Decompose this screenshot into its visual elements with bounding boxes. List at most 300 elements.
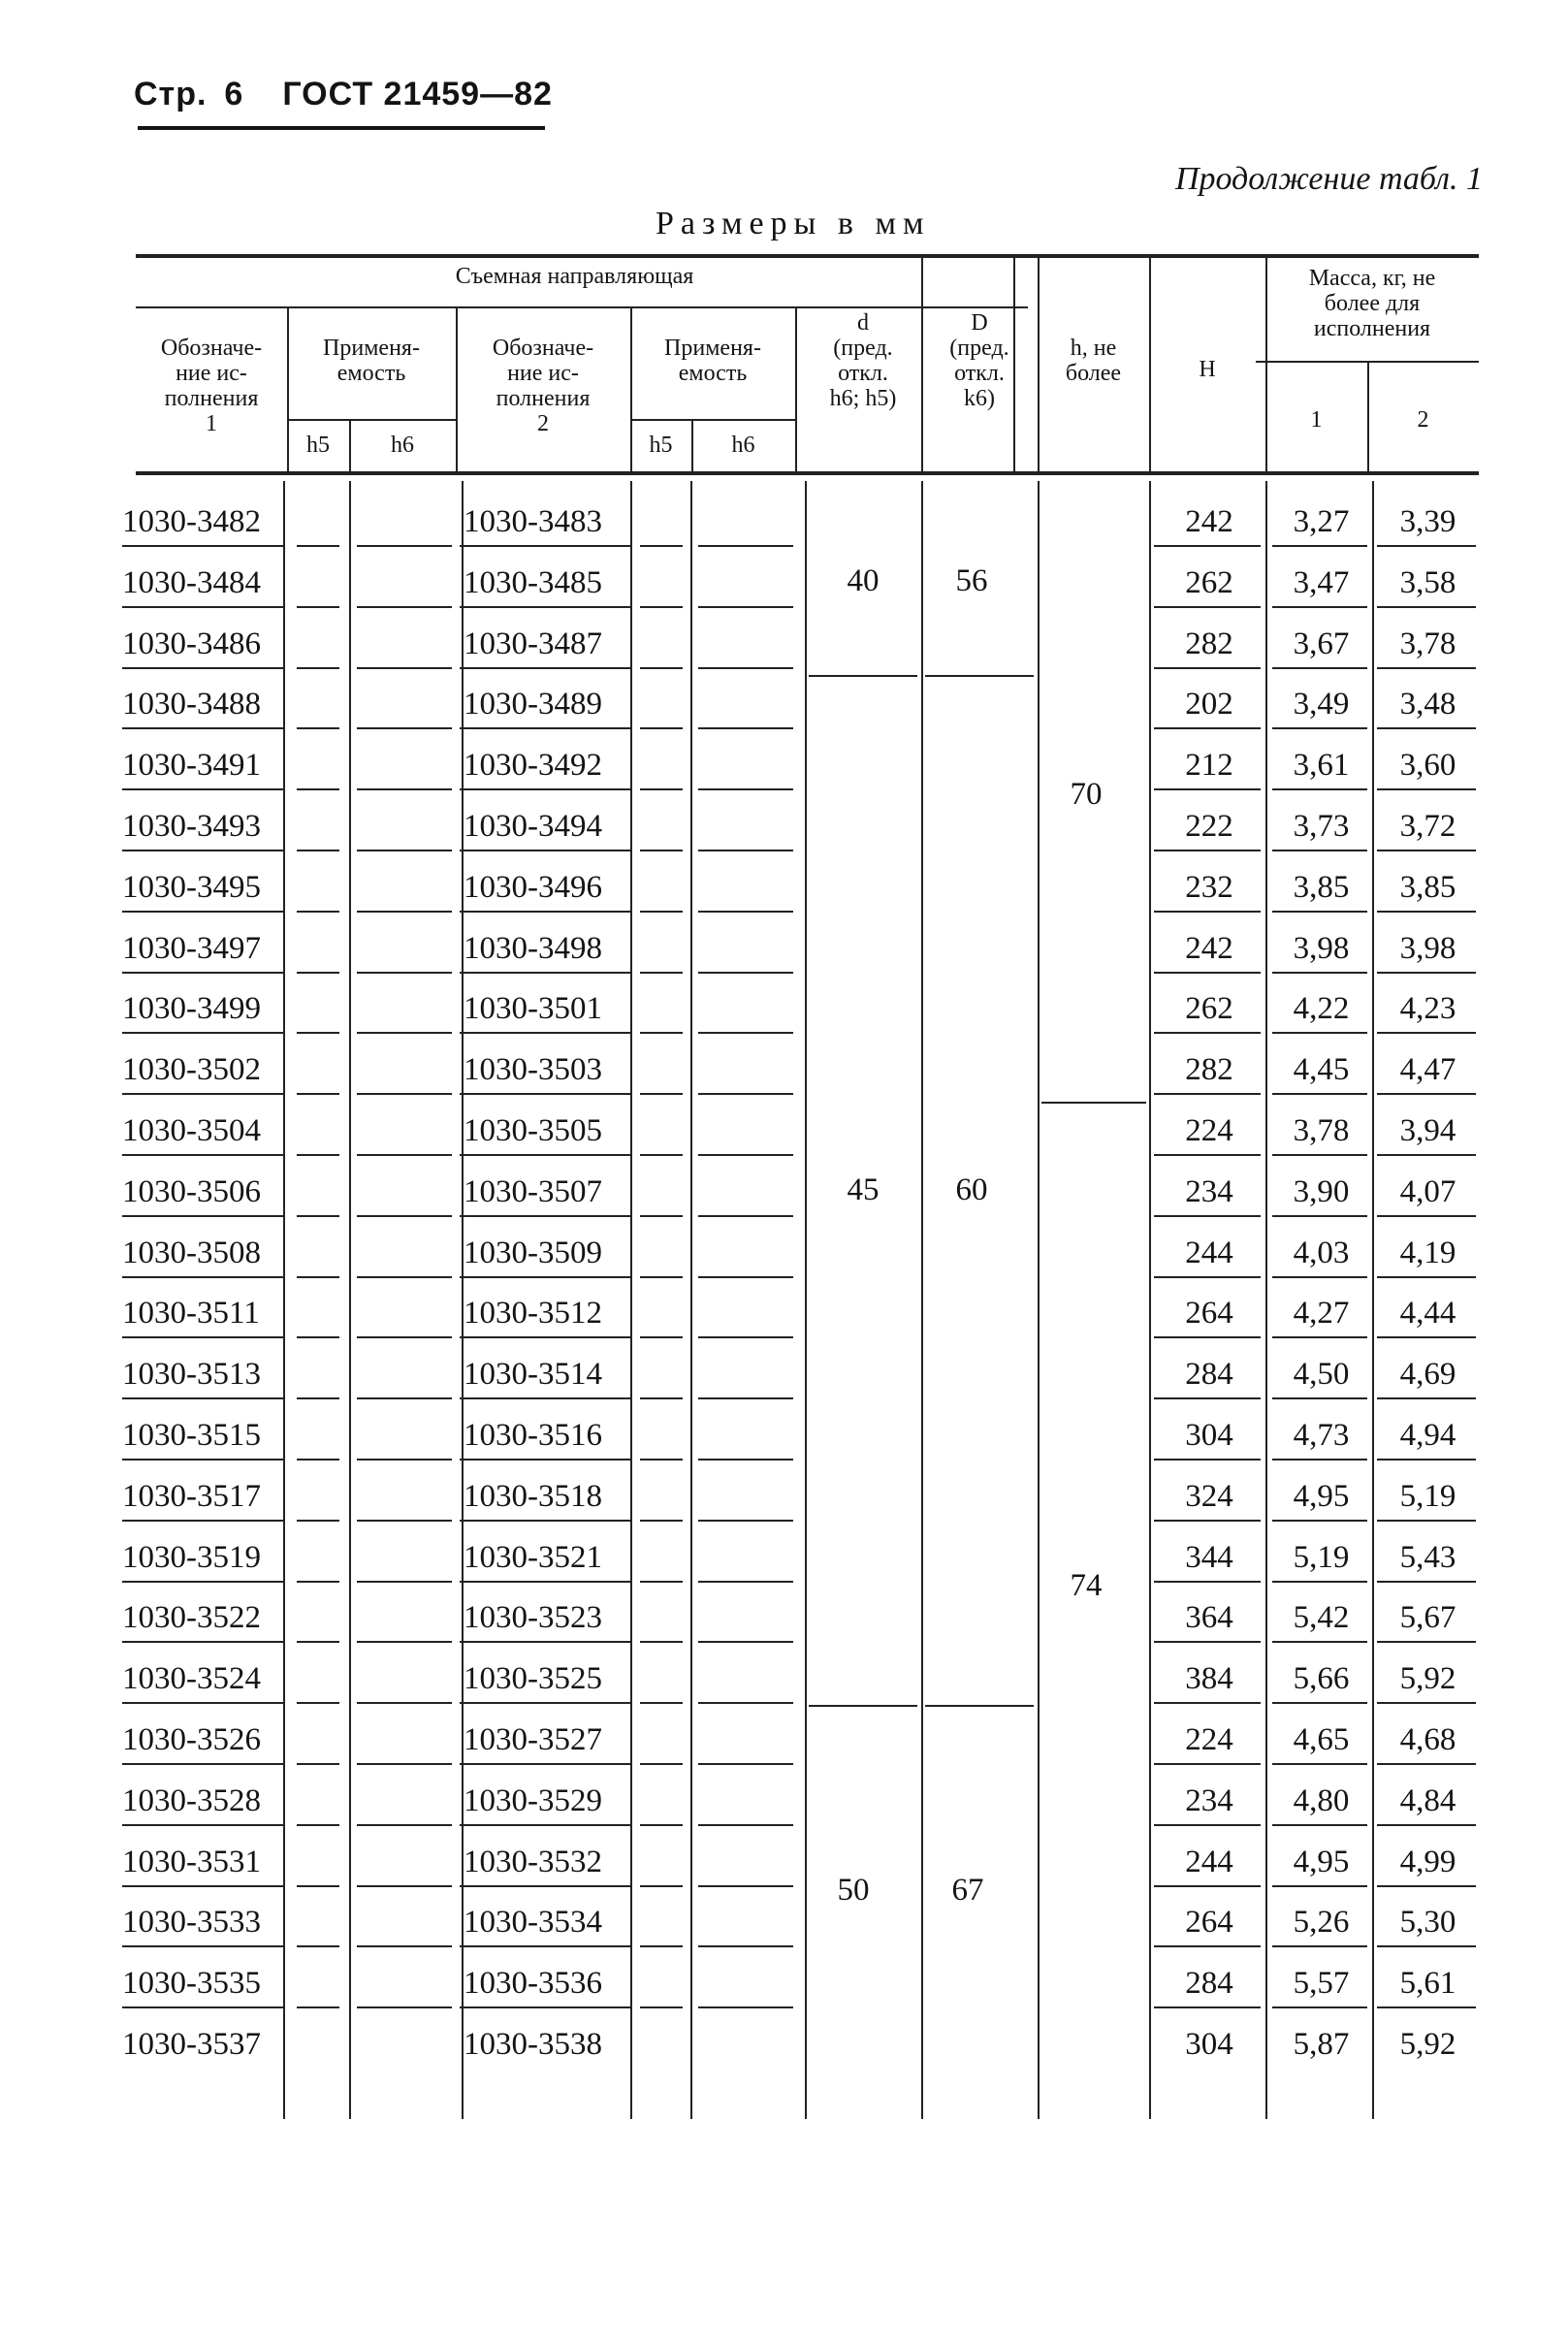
row-rule-m2 xyxy=(1377,1336,1476,1338)
header-h-line: более xyxy=(1065,361,1122,386)
h-group-74: 74 xyxy=(1070,1568,1103,1603)
row-rule-des1 xyxy=(122,1154,283,1156)
row-rule-des2 xyxy=(460,850,630,851)
row-rule-h5-1 xyxy=(297,1824,339,1826)
mass-1-cell: 3,47 xyxy=(1293,564,1350,600)
designation-1-cell: 1030-3519 xyxy=(122,1539,261,1575)
mass-2-cell: 5,92 xyxy=(1399,1661,1456,1697)
header-h xyxy=(1038,336,1149,386)
header-h5-2 xyxy=(630,433,691,458)
header-designation-2 xyxy=(456,336,630,436)
row-rule-m2 xyxy=(1377,1459,1476,1460)
mass-2-cell: 5,43 xyxy=(1399,1539,1456,1575)
row-rule-h6-2 xyxy=(698,2006,793,2008)
table-top-rule xyxy=(136,254,1479,258)
row-rule-m2 xyxy=(1377,1763,1476,1765)
row-rule-des2 xyxy=(460,1520,630,1522)
row-rule-m1 xyxy=(1272,1032,1367,1034)
row-rule-m1 xyxy=(1272,667,1367,669)
designation-1-cell: 1030-3488 xyxy=(122,687,261,722)
H-cell: 242 xyxy=(1185,930,1233,966)
header-applicability-2 xyxy=(630,336,795,386)
mass-1-cell: 3,98 xyxy=(1293,930,1350,966)
header-h5-2-line: h5 xyxy=(649,433,673,458)
designation-1-cell: 1030-3537 xyxy=(122,2027,261,2062)
row-rule-m2 xyxy=(1377,2006,1476,2008)
row-rule-h5-1 xyxy=(297,1032,339,1034)
mass-1-cell: 4,50 xyxy=(1293,1357,1350,1393)
row-rule-m1 xyxy=(1272,1093,1367,1095)
row-rule-h5-2 xyxy=(640,545,683,547)
row-rule-H xyxy=(1154,606,1261,608)
row-rule-h6-2 xyxy=(698,1824,793,1826)
row-rule-h6-2 xyxy=(698,667,793,669)
mass-1-cell: 4,45 xyxy=(1293,1052,1350,1088)
row-rule-des1 xyxy=(122,1885,283,1887)
designation-2-cell: 1030-3527 xyxy=(464,1722,602,1757)
row-rule-h5-1 xyxy=(297,2006,339,2008)
row-rule-h6-1 xyxy=(357,545,452,547)
H-cell: 304 xyxy=(1185,1418,1233,1453)
row-rule-h6-2 xyxy=(698,1885,793,1887)
designation-1-cell: 1030-3526 xyxy=(122,1722,261,1757)
header-d-line: h6; h5) xyxy=(829,386,897,411)
row-rule-des1 xyxy=(122,1093,283,1095)
header-designation-1-line: полнения xyxy=(164,386,259,411)
row-rule-des1 xyxy=(122,1824,283,1826)
sep-h-1 xyxy=(1041,1102,1146,1104)
row-rule-h6-1 xyxy=(357,1885,452,1887)
row-rule-des2 xyxy=(460,972,630,974)
header-mass-1-line: 1 xyxy=(1310,407,1323,433)
row-rule-h5-1 xyxy=(297,606,339,608)
mass-1-cell: 4,27 xyxy=(1293,1296,1350,1332)
row-rule-h5-1 xyxy=(297,545,339,547)
header-h5-1 xyxy=(287,433,349,458)
mass-1-cell: 4,22 xyxy=(1293,991,1350,1027)
designation-1-cell: 1030-3522 xyxy=(122,1600,261,1636)
designation-1-cell: 1030-3513 xyxy=(122,1357,261,1393)
row-rule-m1 xyxy=(1272,2006,1367,2008)
H-cell: 242 xyxy=(1185,504,1233,539)
header-mass-2-line: 2 xyxy=(1417,407,1429,433)
row-rule-h5-1 xyxy=(297,667,339,669)
mass-2-cell: 3,78 xyxy=(1399,626,1456,661)
H-cell: 244 xyxy=(1185,1235,1233,1270)
bv-m2-left xyxy=(1372,481,1374,2119)
header-designation-1-line: 1 xyxy=(206,411,217,436)
designation-2-cell: 1030-3523 xyxy=(464,1600,602,1636)
row-rule-h5-2 xyxy=(640,606,683,608)
header-D-line: откл. xyxy=(954,361,1005,386)
row-rule-h5-1 xyxy=(297,1215,339,1217)
designation-1-cell: 1030-3528 xyxy=(122,1782,261,1818)
mass-1-cell: 5,57 xyxy=(1293,1966,1350,2002)
mass-2-cell: 4,69 xyxy=(1399,1357,1456,1393)
row-rule-h5-1 xyxy=(297,1885,339,1887)
mass-2-cell: 5,61 xyxy=(1399,1966,1456,2002)
row-rule-des2 xyxy=(460,1945,630,1947)
row-rule-des1 xyxy=(122,1276,283,1278)
mass-2-cell: 4,47 xyxy=(1399,1052,1456,1088)
row-rule-H xyxy=(1154,1093,1261,1095)
mass-1-cell: 4,03 xyxy=(1293,1235,1350,1270)
header-designation-1-line: ние ис- xyxy=(176,361,247,386)
row-rule-m1 xyxy=(1272,1581,1367,1583)
row-rule-des2 xyxy=(460,1093,630,1095)
mass-2-cell: 5,67 xyxy=(1399,1600,1456,1636)
row-rule-H xyxy=(1154,1459,1261,1460)
sep-d-2 xyxy=(809,1705,917,1707)
row-rule-des1 xyxy=(122,1702,283,1704)
row-rule-h5-1 xyxy=(297,1702,339,1704)
designation-1-cell: 1030-3486 xyxy=(122,626,261,661)
designation-1-cell: 1030-3515 xyxy=(122,1418,261,1453)
row-rule-h6-1 xyxy=(357,1215,452,1217)
row-rule-m2 xyxy=(1377,1520,1476,1522)
H-cell: 202 xyxy=(1185,687,1233,722)
row-rule-H xyxy=(1154,1885,1261,1887)
row-rule-H xyxy=(1154,545,1261,547)
row-rule-m1 xyxy=(1272,1763,1367,1765)
header-D-line: k6) xyxy=(964,386,995,411)
header-removable-guide-line: Съемная направляющая xyxy=(455,264,694,289)
row-rule-h6-2 xyxy=(698,788,793,790)
row-rule-H xyxy=(1154,1336,1261,1338)
H-cell: 232 xyxy=(1185,869,1233,905)
row-rule-m2 xyxy=(1377,1032,1476,1034)
row-rule-h6-1 xyxy=(357,1581,452,1583)
row-rule-H xyxy=(1154,1154,1261,1156)
row-rule-m1 xyxy=(1272,1702,1367,1704)
row-rule-h5-1 xyxy=(297,1093,339,1095)
row-rule-h6-1 xyxy=(357,1641,452,1643)
designation-2-cell: 1030-3514 xyxy=(464,1357,602,1393)
row-rule-h6-2 xyxy=(698,911,793,913)
designation-2-cell: 1030-3534 xyxy=(464,1905,602,1941)
mass-1-cell: 3,27 xyxy=(1293,504,1350,539)
mass-2-cell: 5,19 xyxy=(1399,1478,1456,1514)
row-rule-h5-1 xyxy=(297,1520,339,1522)
H-cell: 364 xyxy=(1185,1600,1233,1636)
designation-2-cell: 1030-3518 xyxy=(464,1478,602,1514)
row-rule-H xyxy=(1154,2006,1261,2008)
row-rule-des2 xyxy=(460,2006,630,2008)
row-rule-h6-2 xyxy=(698,1032,793,1034)
mass-2-cell: 4,44 xyxy=(1399,1296,1456,1332)
mass-2-cell: 3,48 xyxy=(1399,687,1456,722)
sep-D-1 xyxy=(925,675,1034,677)
row-rule-h5-2 xyxy=(640,2006,683,2008)
row-rule-des1 xyxy=(122,1520,283,1522)
row-rule-m2 xyxy=(1377,1702,1476,1704)
row-rule-des1 xyxy=(122,911,283,913)
row-rule-h6-1 xyxy=(357,1945,452,1947)
row-rule-des1 xyxy=(122,1641,283,1643)
designation-2-cell: 1030-3483 xyxy=(464,504,602,539)
row-rule-h6-2 xyxy=(698,1154,793,1156)
row-rule-m1 xyxy=(1272,606,1367,608)
bv-H-left xyxy=(1149,481,1151,2119)
row-rule-h5-1 xyxy=(297,1945,339,1947)
H-cell: 264 xyxy=(1185,1296,1233,1332)
row-rule-m2 xyxy=(1377,1885,1476,1887)
header-bottom-rule xyxy=(136,471,1479,475)
row-rule-des1 xyxy=(122,545,283,547)
mass-1-cell: 3,73 xyxy=(1293,809,1350,844)
row-rule-h5-2 xyxy=(640,1641,683,1643)
row-rule-des2 xyxy=(460,667,630,669)
row-rule-H xyxy=(1154,1581,1261,1583)
row-rule-m2 xyxy=(1377,606,1476,608)
H-cell: 344 xyxy=(1185,1539,1233,1575)
row-rule-m2 xyxy=(1377,1397,1476,1399)
designation-1-cell: 1030-3495 xyxy=(122,869,261,905)
header-mass-2 xyxy=(1367,407,1479,433)
row-rule-h5-1 xyxy=(297,972,339,974)
row-rule-m1 xyxy=(1272,850,1367,851)
designation-2-cell: 1030-3521 xyxy=(464,1539,602,1575)
designation-2-cell: 1030-3494 xyxy=(464,809,602,844)
row-rule-h6-1 xyxy=(357,667,452,669)
row-rule-des1 xyxy=(122,606,283,608)
row-rule-h5-1 xyxy=(297,727,339,729)
designation-1-cell: 1030-3511 xyxy=(122,1296,260,1332)
row-rule-h6-2 xyxy=(698,1520,793,1522)
row-rule-H xyxy=(1154,1276,1261,1278)
designation-1-cell: 1030-3535 xyxy=(122,1966,261,2002)
D-group-56: 56 xyxy=(955,562,988,598)
mass-1-cell: 3,85 xyxy=(1293,869,1350,905)
H-cell: 224 xyxy=(1185,1113,1233,1148)
mass-2-cell: 3,94 xyxy=(1399,1113,1456,1148)
H-cell: 262 xyxy=(1185,564,1233,600)
row-rule-H xyxy=(1154,1824,1261,1826)
row-rule-h5-2 xyxy=(640,1763,683,1765)
header-applicability-1-line: емость xyxy=(336,361,406,386)
row-rule-h6-2 xyxy=(698,1093,793,1095)
row-rule-m2 xyxy=(1377,972,1476,974)
row-rule-m1 xyxy=(1272,911,1367,913)
designation-2-cell: 1030-3501 xyxy=(464,991,602,1027)
row-rule-des1 xyxy=(122,788,283,790)
row-rule-m2 xyxy=(1377,667,1476,669)
header-designation-2-line: полнения xyxy=(496,386,591,411)
row-rule-m1 xyxy=(1272,1459,1367,1460)
row-rule-h6-2 xyxy=(698,606,793,608)
h-group-70: 70 xyxy=(1070,776,1103,812)
row-rule-h5-2 xyxy=(640,727,683,729)
removable-guide-rule xyxy=(136,306,1028,308)
row-rule-h5-1 xyxy=(297,911,339,913)
header-removable-guide xyxy=(136,264,1013,289)
designation-2-cell: 1030-3505 xyxy=(464,1113,602,1148)
mass-2-cell: 3,58 xyxy=(1399,564,1456,600)
header-H-line: H xyxy=(1199,357,1216,382)
row-rule-des1 xyxy=(122,1215,283,1217)
row-rule-des1 xyxy=(122,1945,283,1947)
header-applicability-1-line: Применя- xyxy=(323,336,420,361)
header-mass-line: более для xyxy=(1324,291,1421,316)
header-mass-line: Масса, кг, не xyxy=(1308,266,1436,291)
row-rule-H xyxy=(1154,1641,1261,1643)
row-rule-h5-1 xyxy=(297,1336,339,1338)
row-rule-m1 xyxy=(1272,1641,1367,1643)
row-rule-h5-1 xyxy=(297,1641,339,1643)
H-cell: 244 xyxy=(1185,1844,1233,1879)
designation-2-cell: 1030-3532 xyxy=(464,1844,602,1879)
mass-2-cell: 3,72 xyxy=(1399,809,1456,844)
d-group-45: 45 xyxy=(847,1172,880,1207)
sep-d-1 xyxy=(809,675,917,677)
designation-2-cell: 1030-3492 xyxy=(464,748,602,784)
row-rule-m2 xyxy=(1377,1154,1476,1156)
row-rule-m1 xyxy=(1272,1885,1367,1887)
row-rule-h6-1 xyxy=(357,1154,452,1156)
row-rule-des1 xyxy=(122,727,283,729)
designation-2-cell: 1030-3507 xyxy=(464,1173,602,1209)
row-rule-des2 xyxy=(460,1397,630,1399)
row-rule-h6-2 xyxy=(698,1763,793,1765)
row-rule-h6-1 xyxy=(357,2006,452,2008)
row-rule-des2 xyxy=(460,545,630,547)
header-h6-1-line: h6 xyxy=(391,433,414,458)
H-cell: 212 xyxy=(1185,748,1233,784)
row-rule-des1 xyxy=(122,1459,283,1460)
row-rule-h6-1 xyxy=(357,606,452,608)
mass-1-cell: 3,90 xyxy=(1293,1173,1350,1209)
row-rule-m2 xyxy=(1377,788,1476,790)
designation-1-cell: 1030-3499 xyxy=(122,991,261,1027)
row-rule-m1 xyxy=(1272,727,1367,729)
bv-h6-2 xyxy=(690,481,692,2119)
designation-1-cell: 1030-3508 xyxy=(122,1235,261,1270)
row-rule-des1 xyxy=(122,2006,283,2008)
header-d-line: d xyxy=(857,310,869,336)
row-rule-m2 xyxy=(1377,1641,1476,1643)
row-rule-m2 xyxy=(1377,545,1476,547)
row-rule-m2 xyxy=(1377,1215,1476,1217)
header-applicability-2-line: емость xyxy=(678,361,748,386)
row-rule-des2 xyxy=(460,788,630,790)
row-rule-h5-1 xyxy=(297,1154,339,1156)
units-caption: Размеры в мм xyxy=(656,206,931,241)
row-rule-h5-2 xyxy=(640,1397,683,1399)
mass-1-cell: 4,65 xyxy=(1293,1722,1350,1757)
mass-1-cell: 5,26 xyxy=(1293,1905,1350,1941)
header-designation-2-line: 2 xyxy=(537,411,549,436)
page-number: 6 xyxy=(224,76,244,112)
row-rule-des2 xyxy=(460,1763,630,1765)
row-rule-m1 xyxy=(1272,788,1367,790)
row-rule-H xyxy=(1154,1945,1261,1947)
mass-2-cell: 3,39 xyxy=(1399,504,1456,539)
row-rule-h6-1 xyxy=(357,727,452,729)
header-d-line: (пред. xyxy=(833,336,893,361)
row-rule-h6-1 xyxy=(357,1459,452,1460)
designation-1-cell: 1030-3506 xyxy=(122,1173,261,1209)
row-rule-m2 xyxy=(1377,1945,1476,1947)
row-rule-h5-2 xyxy=(640,788,683,790)
row-rule-h6-2 xyxy=(698,1945,793,1947)
row-rule-h6-1 xyxy=(357,911,452,913)
designation-2-cell: 1030-3529 xyxy=(464,1782,602,1818)
row-rule-m2 xyxy=(1377,1581,1476,1583)
row-rule-h5-2 xyxy=(640,1702,683,1704)
header-D-line: (пред. xyxy=(949,336,1009,361)
D-group-67: 67 xyxy=(951,1873,984,1908)
bv-h6-1 xyxy=(349,481,351,2119)
mass-2-cell: 4,07 xyxy=(1399,1173,1456,1209)
mass-1-cell: 5,42 xyxy=(1293,1600,1350,1636)
mass-2-cell: 5,30 xyxy=(1399,1905,1456,1941)
row-rule-des2 xyxy=(460,606,630,608)
designation-1-cell: 1030-3482 xyxy=(122,504,261,539)
row-rule-m1 xyxy=(1272,1397,1367,1399)
header-h6-2-line: h6 xyxy=(731,433,755,458)
row-rule-m1 xyxy=(1272,1336,1367,1338)
row-rule-h6-2 xyxy=(698,1459,793,1460)
mass-1-cell: 3,67 xyxy=(1293,626,1350,661)
row-rule-des2 xyxy=(460,1032,630,1034)
designation-2-cell: 1030-3485 xyxy=(464,564,602,600)
row-rule-h5-2 xyxy=(640,1520,683,1522)
mass-2-cell: 4,68 xyxy=(1399,1722,1456,1757)
header-d xyxy=(805,310,921,411)
row-rule-h6-1 xyxy=(357,1032,452,1034)
row-rule-des1 xyxy=(122,850,283,851)
row-rule-H xyxy=(1154,911,1261,913)
row-rule-m1 xyxy=(1272,1215,1367,1217)
mass-1-cell: 3,61 xyxy=(1293,748,1350,784)
row-rule-h6-1 xyxy=(357,850,452,851)
H-cell: 234 xyxy=(1185,1173,1233,1209)
row-rule-des2 xyxy=(460,1641,630,1643)
row-rule-h6-2 xyxy=(698,1581,793,1583)
row-rule-m2 xyxy=(1377,727,1476,729)
row-rule-des1 xyxy=(122,1336,283,1338)
row-rule-h6-2 xyxy=(698,545,793,547)
bv-des2-right xyxy=(630,481,632,2119)
designation-2-cell: 1030-3536 xyxy=(464,1966,602,2002)
row-rule-h6-1 xyxy=(357,1702,452,1704)
designation-2-cell: 1030-3512 xyxy=(464,1296,602,1332)
row-rule-des1 xyxy=(122,1763,283,1765)
row-rule-m1 xyxy=(1272,1154,1367,1156)
H-cell: 222 xyxy=(1185,809,1233,844)
designation-2-cell: 1030-3525 xyxy=(464,1661,602,1697)
header-designation-2-line: ние ис- xyxy=(507,361,579,386)
row-rule-h6-1 xyxy=(357,1763,452,1765)
mass-2-cell: 4,19 xyxy=(1399,1235,1456,1270)
row-rule-des2 xyxy=(460,1276,630,1278)
row-rule-des1 xyxy=(122,972,283,974)
row-rule-h5-2 xyxy=(640,911,683,913)
designation-1-cell: 1030-3531 xyxy=(122,1844,261,1879)
designation-1-cell: 1030-3484 xyxy=(122,564,261,600)
row-rule-H xyxy=(1154,788,1261,790)
mass-2-cell: 5,92 xyxy=(1399,2027,1456,2062)
row-rule-h6-2 xyxy=(698,972,793,974)
row-rule-h5-2 xyxy=(640,667,683,669)
mass-2-cell: 4,99 xyxy=(1399,1844,1456,1879)
applicability-2-rule xyxy=(630,419,795,421)
row-rule-des1 xyxy=(122,1397,283,1399)
row-rule-m2 xyxy=(1377,850,1476,851)
designation-1-cell: 1030-3504 xyxy=(122,1113,261,1148)
row-rule-h5-1 xyxy=(297,850,339,851)
header-applicability-2-line: Применя- xyxy=(664,336,761,361)
